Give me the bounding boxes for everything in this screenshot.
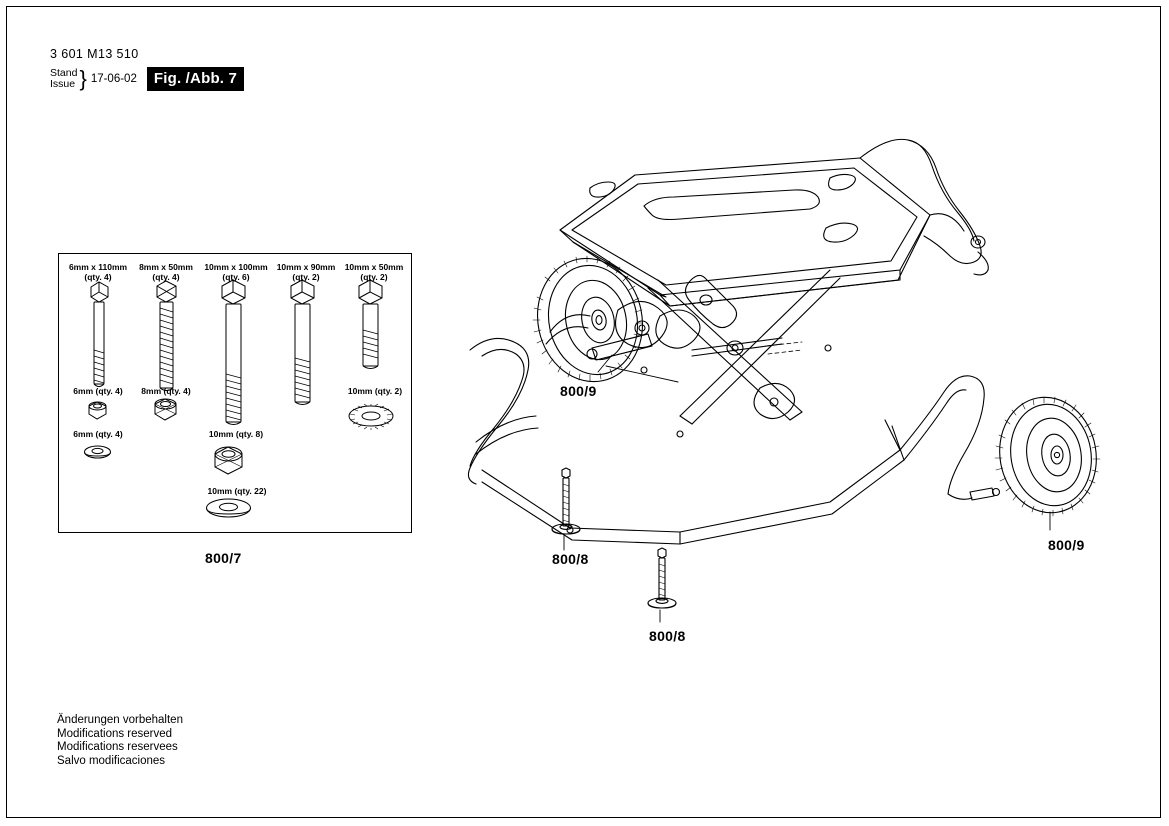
callout-foot-left: 800/8: [552, 551, 589, 567]
caption-bolt-10x100: [196, 262, 276, 282]
bolt-10x50: [359, 280, 382, 369]
callout-foot-right: 800/8: [649, 628, 686, 644]
figure-badge: Fig. /Abb. 7: [147, 67, 244, 91]
caption-size: 10mm x 50mm: [344, 262, 404, 272]
brace-glyph: }: [79, 66, 87, 91]
footer-line-es: Salvo modificaciones: [57, 754, 166, 767]
bolt-10x100: [222, 280, 245, 425]
bolt-6x110: [91, 282, 108, 387]
caption-bolt-10x90: [268, 262, 344, 282]
caption-qty: (qty. 6): [222, 272, 250, 282]
wheel-left: [526, 249, 654, 392]
axle-bracket: [546, 301, 700, 348]
leader-lines: [564, 355, 1050, 622]
caption-star-washer-10mm: 10mm (qty. 2): [347, 386, 403, 396]
nut-6mm: [89, 402, 106, 419]
rear-support-arm: [860, 139, 988, 275]
footer-line-en: Modifications reserved: [57, 727, 173, 740]
caption-qty: (qty. 2): [292, 272, 320, 282]
bolt-8x50: [157, 281, 176, 391]
part-number: 3 601 M13 510: [50, 47, 139, 61]
star-washer-10mm: [349, 404, 393, 430]
caption-bolt-6x110: [62, 262, 134, 282]
table-top: [560, 158, 930, 306]
dashed-detail: [766, 342, 802, 354]
callout-wheel-right: 800/9: [1048, 537, 1085, 553]
footer-line-fr: Modifications reservees: [57, 741, 178, 754]
caption-washer-6mm: 6mm (qty. 4): [73, 429, 123, 439]
footer-line-de: Änderungen vorbehalten: [57, 714, 183, 726]
caption-nut-6mm: 6mm (qty. 4): [73, 386, 123, 396]
nut-8mm: [155, 399, 176, 420]
foot-left: [552, 468, 580, 534]
document-header: [50, 47, 244, 91]
caption-qty: (qty. 4): [84, 272, 112, 282]
caption-bolt-8x50: [130, 262, 202, 282]
caption-nut-10mm: 10mm (qty. 8): [208, 429, 264, 439]
stand-issue-labels: [50, 68, 77, 90]
footer-disclaimer: [57, 714, 183, 768]
nut-10mm: [215, 447, 242, 474]
caption-size: 8mm x 50mm: [139, 262, 193, 272]
bolt-10x90: [291, 280, 314, 405]
washer-10mm: [207, 499, 251, 517]
assembly-drawing: [430, 120, 1130, 660]
issue-date: 17-06-02: [90, 73, 137, 85]
washer-6mm: [85, 446, 111, 458]
lower-frame: [468, 338, 999, 544]
stand-label: Stand: [50, 67, 78, 79]
caption-qty: (qty. 4): [152, 272, 180, 282]
caption-size: 10mm x 90mm: [276, 262, 336, 272]
caption-qty: (qty. 2): [360, 272, 388, 282]
caption-size: 6mm x 110mm: [68, 262, 128, 272]
caption-bolt-10x50: [336, 262, 412, 282]
callout-wheel-left: 800/9: [560, 383, 597, 399]
wheel-right: [991, 390, 1106, 521]
hardware-group-label: 800/7: [205, 550, 242, 566]
foot-right: [648, 548, 676, 608]
caption-nut-8mm: 8mm (qty. 4): [141, 386, 191, 396]
issue-label: Issue: [50, 78, 76, 90]
caption-size: 10mm x 100mm: [204, 262, 268, 272]
caption-washer-10mm: 10mm (qty. 22): [207, 486, 267, 496]
